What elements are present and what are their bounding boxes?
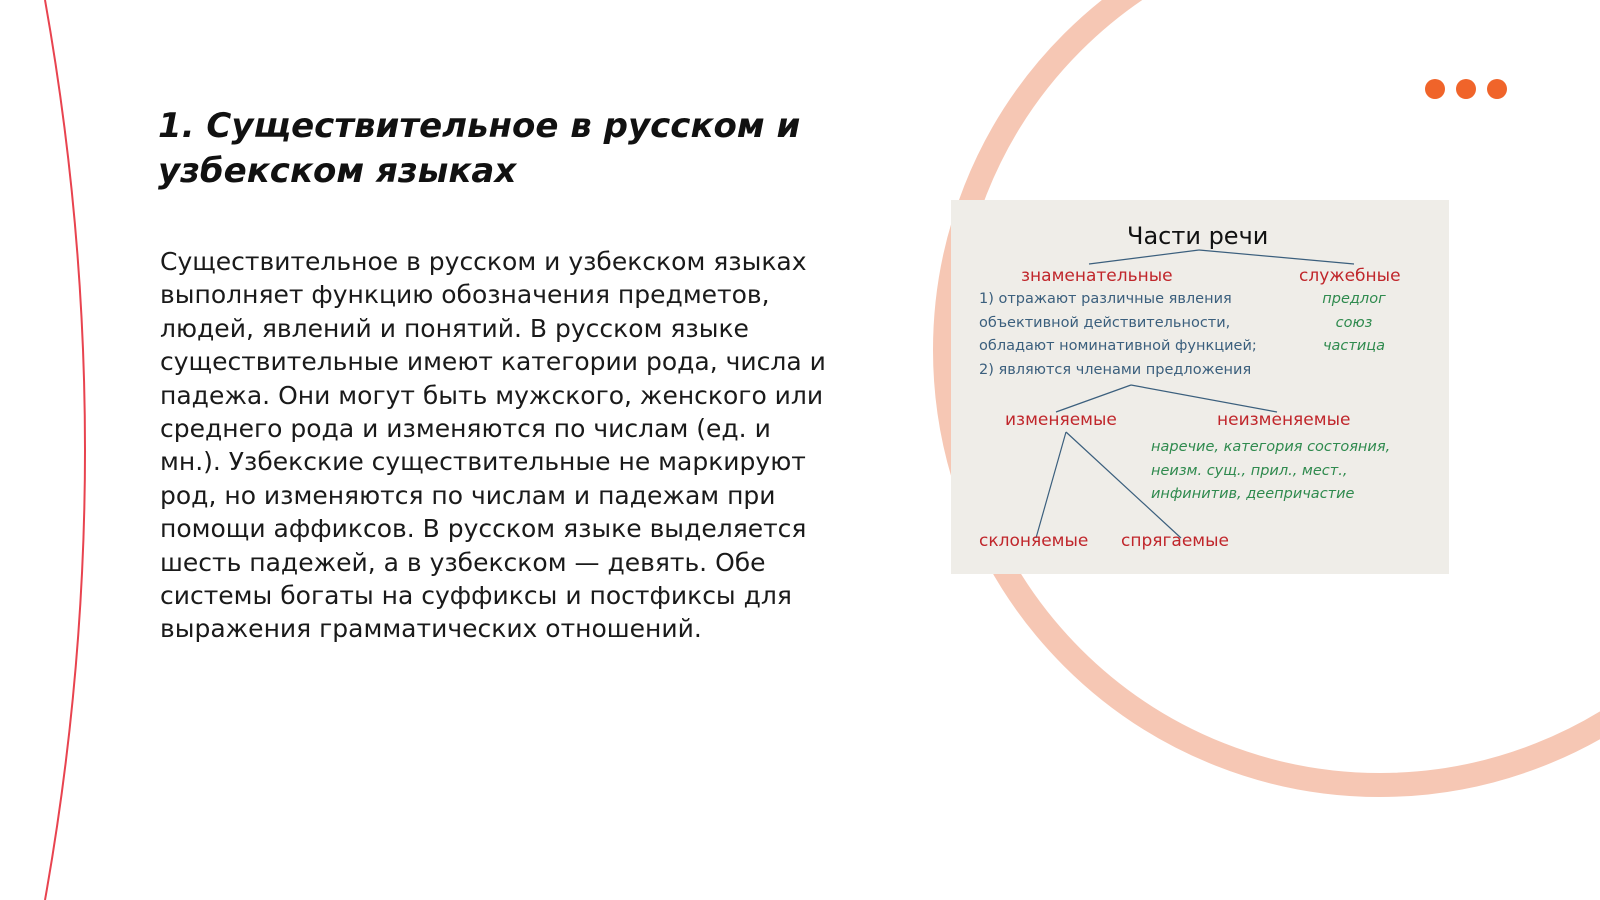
label-changeable: изменяемые <box>1005 410 1117 430</box>
feature-line: обладают номинативной функцией; <box>979 338 1257 354</box>
functional-item: частица <box>1322 338 1386 354</box>
slide-body-text: Существительное в русском и узбекском языках выполняет функцию обозначения предметов, людей, явлений и понятий. В русском языке существительные имеют категории рода, числа и падежа. Они могут быть мужского, женского или среднего рода и изменяются по числам (ед. и мн.). Узбекские существительные не маркируют род, но изменяются по числам и падежам при помощи аффиксов. В русском языке выделяется шесть падежей, а в узбекском — девять. Обе системы богаты на суффиксы и постфиксы для выражения грамматических отношений. <box>160 247 826 644</box>
functional-item: союз <box>1335 314 1373 331</box>
dots-menu-icon[interactable] <box>1425 79 1507 99</box>
dot <box>1425 79 1445 99</box>
functional-items-list <box>1319 288 1389 359</box>
feature-line: 1) отражают различные явления <box>979 291 1232 307</box>
parts-of-speech-diagram <box>951 200 1449 574</box>
connector-line <box>1056 385 1131 412</box>
diagram-title: Части речи <box>1127 222 1269 250</box>
slide-title: 1. Существительное в русском и узбекском языках <box>158 106 801 191</box>
connector-line <box>1089 250 1199 264</box>
dot <box>1456 79 1476 99</box>
connector-line <box>1131 385 1277 412</box>
feature-line: объективной действительности, <box>979 314 1231 331</box>
feature-line: 2) являются членами предложения <box>979 361 1252 378</box>
branch-label-notional: знаменательные <box>1021 266 1173 286</box>
functional-item: предлог <box>1322 291 1386 307</box>
connector-line <box>1199 250 1354 264</box>
unchangeable-item: неизм. сущ., прил., мест., <box>1151 462 1348 479</box>
notional-features-list <box>979 288 1257 382</box>
label-declinable: склоняемые <box>979 531 1089 551</box>
unchangeable-item: наречие, категория состояния, <box>1151 439 1391 455</box>
unchangeable-item: инфинитив, деепричастие <box>1151 486 1355 502</box>
unchangeable-items-list <box>1151 436 1390 507</box>
label-unchangeable: неизменяемые <box>1217 410 1351 430</box>
decorative-left-curve <box>45 0 85 900</box>
diagram-connectors <box>951 200 1449 574</box>
connector-line <box>1036 432 1066 538</box>
label-conjugable: спрягаемые <box>1121 531 1229 551</box>
branch-label-functional: служебные <box>1299 266 1401 286</box>
dot <box>1487 79 1507 99</box>
